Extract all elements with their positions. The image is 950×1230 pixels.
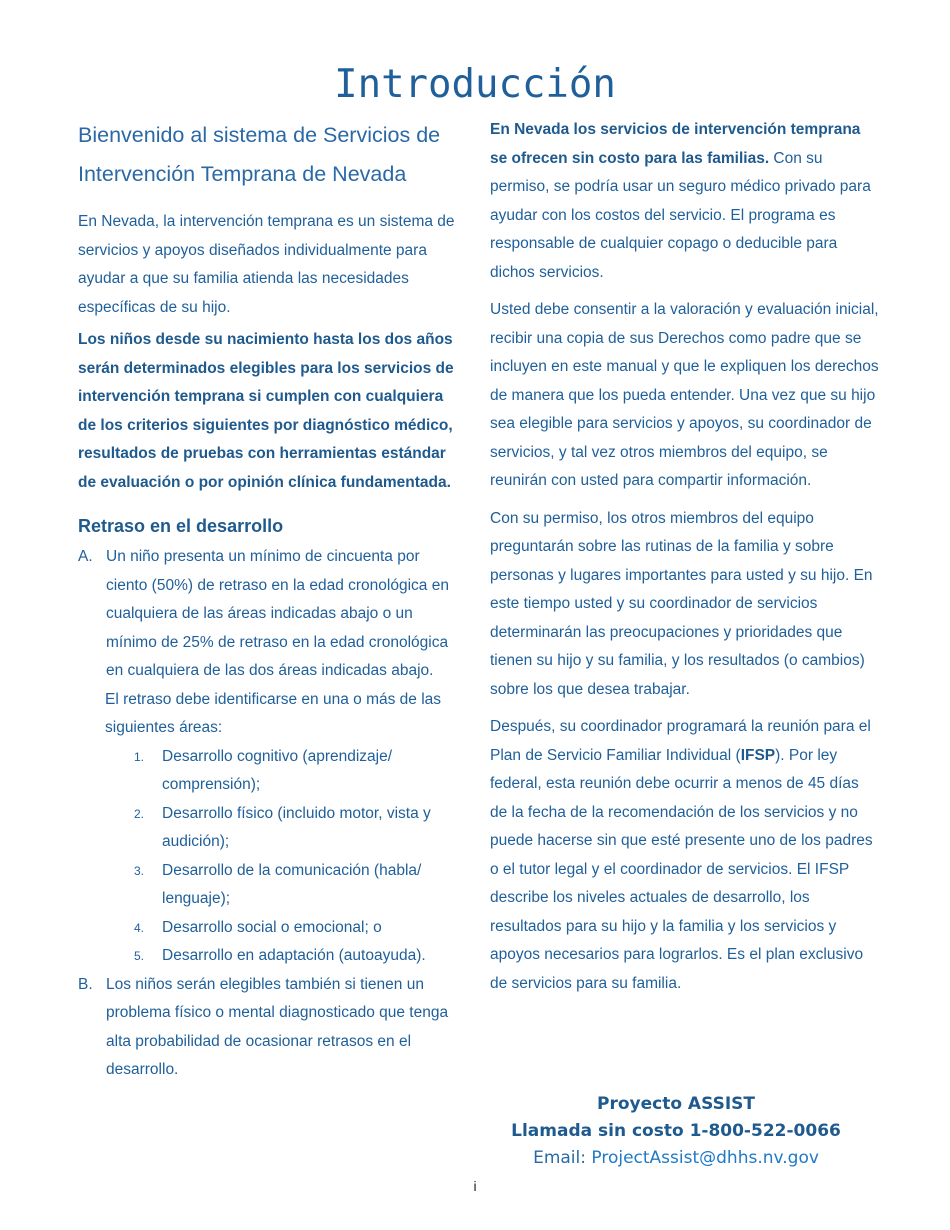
email-label: Email:: [533, 1148, 592, 1168]
ifsp-paragraph: [490, 713, 880, 998]
email-line: [490, 1145, 862, 1172]
toll-free-phone: Llamada sin costo 1-800-522-0066: [511, 1121, 841, 1141]
list-marker: 3.: [134, 863, 145, 878]
list-marker: 4.: [134, 920, 145, 935]
consent-paragraph: Usted debe consentir a la valoración y evaluación inicial, recibir una copia de sus Derechos como padre que se incluyen en este manual y que le expliquen los derechos de manera que los pueda entender. Una vez que su hijo sea elegible para servicios y apoyos, su coordinador de servicios, y tal vez otros miembros del equipo, se reunirán con usted para compartir información.: [490, 301, 879, 489]
area-item-4: [78, 914, 463, 943]
list-item-text: Un niño presenta un mínimo de cincuenta por ciento (50%) de retraso en la edad cronológica en cualquiera de las áreas indicadas abajo o un mínimo de 25% de retraso en la edad cronológica en cualquiera de las dos áreas indicadas abajo.: [106, 548, 449, 679]
ifsp-text-before: Después, su coordinador programará la reunión para el Plan de Servicio Familiar Individual (: [490, 718, 871, 764]
area-item-5: [78, 942, 463, 971]
right-column: [490, 116, 880, 1007]
subtitle-line-1: Bienvenido al sistema de Servicios de: [78, 123, 441, 147]
list-marker: A.: [78, 548, 93, 565]
list-marker: B.: [78, 975, 93, 993]
section-heading: Retraso en el desarrollo: [78, 516, 284, 536]
areas-note: El retraso debe identificarse en una o más de las siguientes áreas:: [105, 690, 442, 736]
list-item-text: Desarrollo cognitivo (aprendizaje/ comprensión);: [162, 747, 393, 793]
list-item-text: Los niños serán elegibles también si tienen un problema físico o mental diagnosticado que tenga alta probabilidad de ocasionar retrasos en el desarrollo.: [106, 975, 449, 1078]
email-link[interactable]: ProjectAssist@dhhs.nv.gov: [591, 1148, 819, 1168]
area-item-3: [78, 857, 463, 914]
subtitle-line-2: Intervención Temprana de Nevada: [78, 162, 407, 186]
welcome-subtitle: [78, 116, 463, 194]
list-item-text: Desarrollo físico (incluido motor, vista y audición);: [162, 804, 431, 850]
area-item-1: [78, 743, 463, 800]
ifsp-abbreviation: IFSP: [740, 746, 776, 764]
list-item-text: Desarrollo en adaptación (autoayuda).: [162, 947, 426, 964]
left-column: [78, 116, 463, 1085]
intro-paragraph: En Nevada, la intervención temprana es un sistema de servicios y apoyos diseñados individualmente para ayudar a que su familia atienda las necesidades específicas de su hijo.: [78, 213, 455, 316]
list-item-text: Desarrollo social o emocional; o: [162, 918, 382, 936]
cost-paragraph: [490, 116, 880, 287]
cost-emphasis: En Nevada los servicios de intervención temprana se ofrecen sin costo para las familias.: [490, 121, 861, 167]
eligibility-paragraph: Los niños desde su nacimiento hasta los dos años serán determinados elegibles para los servicios de intervención temprana si cumplen con cualquiera de los criterios siguientes por diagnóstico médico, resultados de pruebas con herramientas estándar de evaluación o por opinión clínica fundamentada.: [78, 331, 454, 491]
list-marker: 2.: [134, 806, 145, 821]
cost-detail: Con su permiso, se podría usar un seguro médico privado para ayudar con los costos del servicio. El programa es responsable de cualquier copago o deducible para dichos servicios.: [490, 149, 871, 281]
list-marker: 1.: [134, 749, 145, 764]
page-number: i: [473, 1178, 477, 1194]
project-name: Proyecto ASSIST: [597, 1094, 755, 1114]
ifsp-text-after: ). Por ley federal, esta reunión debe ocurrir a menos de 45 días de la fecha de la recomendación de los servicios y no puede hacerse sin que esté presente uno de los padres o el tutor legal y el coordinador de servicios. El IFSP describe los niveles actuales de desarrollo, los resultados para su hijo y la familia y los servicios y apoyos necesarios para lograrlos. Es el plan exclusivo de servicios para su familia.: [490, 746, 873, 992]
contact-footer: [490, 1091, 862, 1172]
list-item-b: [78, 971, 463, 1085]
list-marker: 5.: [134, 949, 145, 963]
area-item-2: [78, 800, 463, 857]
list-item-text: Desarrollo de la comunicación (habla/ lenguaje);: [162, 861, 422, 907]
page-title: Introducción: [334, 62, 616, 107]
list-item-a: [78, 543, 463, 686]
routines-paragraph: Con su permiso, los otros miembros del equipo preguntarán sobre las rutinas de la familia y sobre personas y lugares importantes para usted y su hijo. En este tiempo usted y su coordinador de servicios determinarán las preocupaciones y prioridades que tienen su hijo y su familia, y los resultados (o cambios) sobre los que desea trabajar.: [490, 509, 873, 698]
